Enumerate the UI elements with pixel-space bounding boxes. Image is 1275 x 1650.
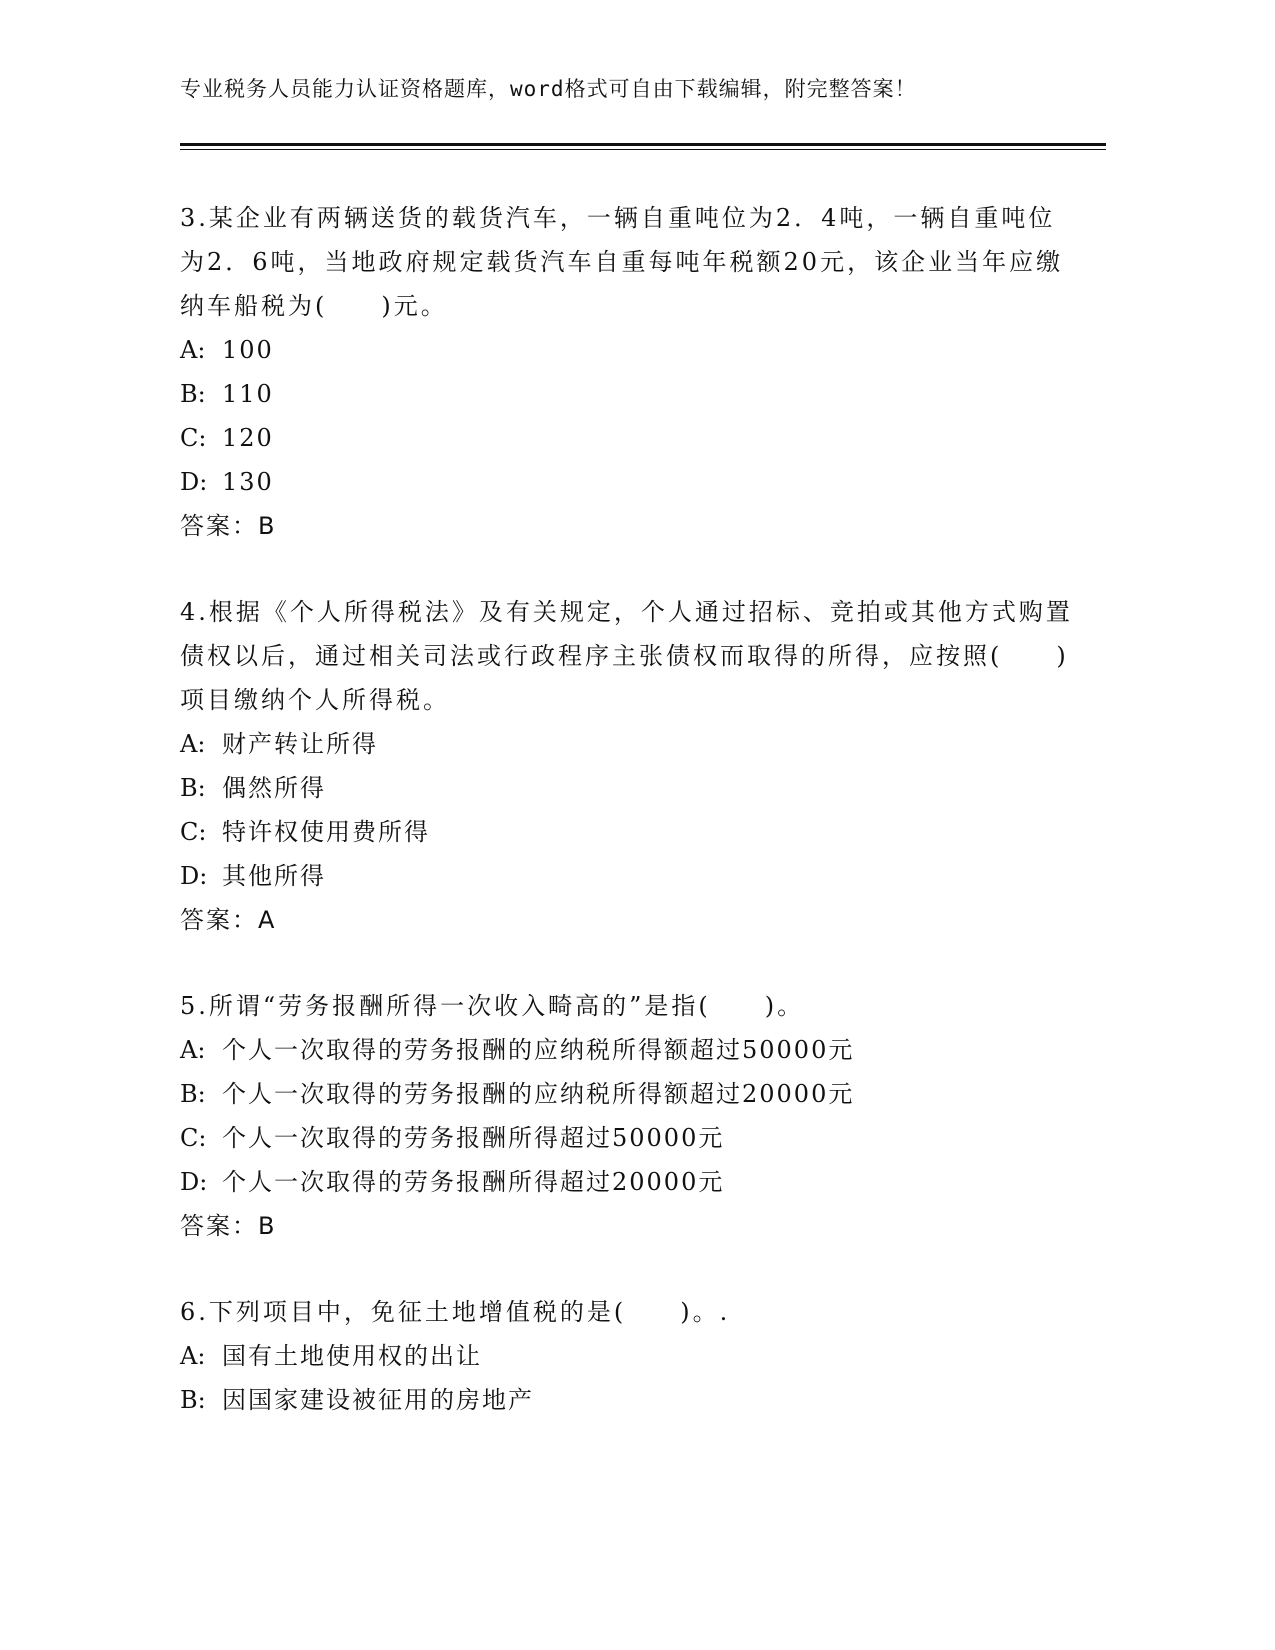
answer-line: 答案：B [180,1212,277,1240]
option-a [180,1334,1080,1378]
option-key: D: [180,468,208,496]
option-text: 130 [222,468,274,496]
option-c [180,416,1080,460]
question-5 [180,984,1080,1248]
option-key: C: [180,818,207,846]
option-key: D: [180,862,208,890]
question-stem: 5.所谓“劳务报酬所得一次收入畸高的”是指( )。 [180,992,805,1020]
option-text: 因国家建设被征用的房地产 [222,1386,534,1414]
option-key: B: [180,1386,206,1414]
option-key: C: [180,1124,207,1152]
option-text: 其他所得 [222,862,326,890]
option-text: 国有土地使用权的出让 [222,1342,482,1370]
answer-line: 答案：B [180,512,277,540]
option-c [180,810,1080,854]
option-a [180,1028,1080,1072]
option-d [180,1160,1080,1204]
question-stem: 6.下列项目中，免征土地增值税的是( )。. [180,1298,731,1326]
option-b [180,1072,1080,1116]
option-key: A: [180,1036,206,1064]
option-text: 120 [222,424,274,452]
option-text: 特许权使用费所得 [222,818,430,846]
option-text: 偶然所得 [222,774,326,802]
option-d [180,854,1080,898]
option-key: A: [180,336,206,364]
option-key: A: [180,1342,206,1370]
option-d [180,460,1080,504]
option-key: B: [180,1080,206,1108]
option-text: 个人一次取得的劳务报酬所得超过20000元 [222,1168,725,1196]
option-key: B: [180,774,206,802]
question-list [180,196,1080,1464]
option-a [180,722,1080,766]
question-3 [180,196,1080,548]
option-b [180,766,1080,810]
option-text: 100 [222,336,274,364]
option-c [180,1116,1080,1160]
question-stem: 3.某企业有两辆送货的载货汽车，一辆自重吨位为2．4吨，一辆自重吨位为2．6吨，当地政府规定载货汽车自重每吨年税额20元，该企业当年应缴纳车船税为( )元。 [180,204,1064,320]
option-b [180,372,1080,416]
option-text: 个人一次取得的劳务报酬所得超过50000元 [222,1124,725,1152]
option-a [180,328,1080,372]
option-key: B: [180,380,206,408]
question-stem: 4.根据《个人所得税法》及有关规定，个人通过招标、竞拍或其他方式购置债权以后，通过相关司法或行政程序主张债权而取得的所得，应按照( )项目缴纳个人所得税。 [180,598,1073,714]
header-divider [180,143,1106,146]
question-6 [180,1290,1080,1422]
question-4 [180,590,1080,942]
option-key: C: [180,424,207,452]
answer-line: 答案：A [180,906,277,934]
option-text: 财产转让所得 [222,730,378,758]
header-divider-thin [180,149,1106,150]
option-text: 110 [222,380,274,408]
option-text: 个人一次取得的劳务报酬的应纳税所得额超过50000元 [222,1036,855,1064]
option-text: 个人一次取得的劳务报酬的应纳税所得额超过20000元 [222,1080,855,1108]
option-b [180,1378,1080,1422]
option-key: D: [180,1168,208,1196]
option-key: A: [180,730,206,758]
page-header: 专业税务人员能力认证资格题库，word格式可自由下载编辑，附完整答案！ [180,77,917,101]
